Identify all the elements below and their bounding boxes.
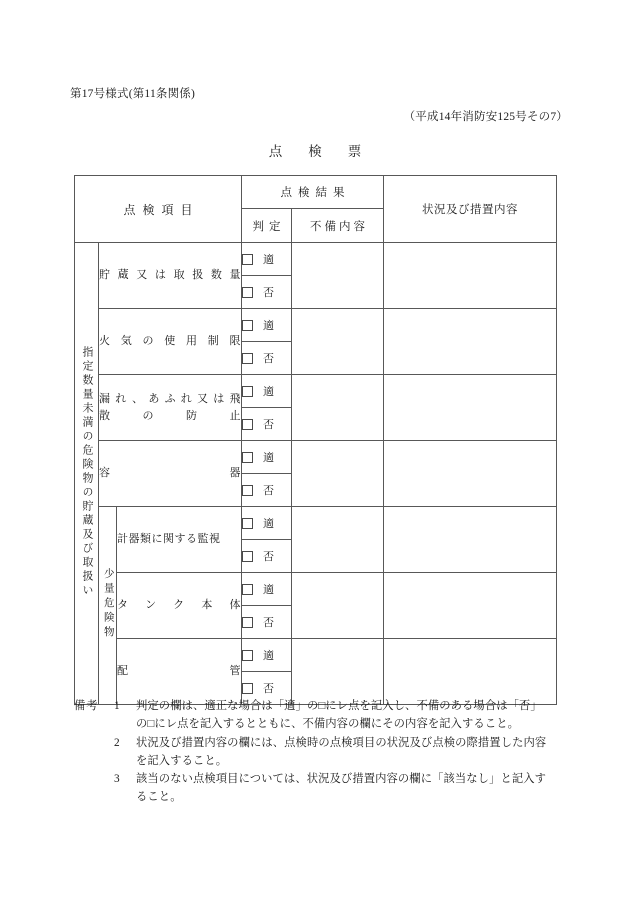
status-measures-cell[interactable] bbox=[384, 309, 557, 375]
table-row bbox=[75, 375, 557, 408]
table-row bbox=[75, 573, 557, 606]
checkbox-icon[interactable] bbox=[242, 353, 253, 364]
remarks-number: 3 bbox=[114, 773, 120, 786]
header-inspection-item: 点検項目 bbox=[75, 176, 242, 243]
form-number: 第17号様式(第11条関係) bbox=[70, 88, 196, 100]
judgement-fail-cell[interactable] bbox=[242, 408, 292, 441]
remarks-item-2 bbox=[114, 734, 564, 771]
remarks-text bbox=[136, 734, 564, 771]
checkbox-icon[interactable] bbox=[242, 584, 253, 595]
header-defect-detail: 不備内容 bbox=[292, 209, 384, 243]
checkbox-icon[interactable] bbox=[242, 452, 253, 463]
checkbox-icon[interactable] bbox=[242, 485, 253, 496]
item-name-cell bbox=[99, 243, 242, 309]
judgement-pass-label: 適 bbox=[263, 518, 275, 530]
table-row bbox=[75, 441, 557, 474]
judgement-fail-cell[interactable] bbox=[242, 276, 292, 309]
subcategory-label-cell bbox=[99, 507, 117, 705]
table-row bbox=[75, 243, 557, 276]
judgement-fail-label: 否 bbox=[263, 551, 275, 563]
checkbox-icon[interactable] bbox=[242, 386, 253, 397]
judgement-fail-label: 否 bbox=[263, 353, 275, 365]
subcategory-label: 少量危険物 bbox=[102, 567, 114, 641]
item-name-cell bbox=[99, 375, 242, 441]
remarks-number: 2 bbox=[114, 736, 120, 749]
judgement-pass-cell[interactable] bbox=[242, 507, 292, 540]
item-name-line1: 貯蔵又は取扱数量 bbox=[99, 269, 242, 282]
checkbox-icon[interactable] bbox=[242, 254, 253, 265]
remarks-item-1 bbox=[74, 697, 564, 734]
defect-detail-cell[interactable] bbox=[292, 375, 384, 441]
item-name-cell bbox=[99, 309, 242, 375]
revision-note: （平成14年消防安125号その7） bbox=[403, 111, 568, 123]
item-name-cell bbox=[117, 507, 242, 573]
checkbox-icon[interactable] bbox=[242, 518, 253, 529]
remarks-label: 備考 bbox=[74, 700, 99, 712]
judgement-pass-label: 適 bbox=[263, 254, 275, 266]
remarks-line: 判定の欄は、適正な場合は「適」の□にレ点を記入し、不備のある場合は「否」 bbox=[136, 700, 542, 712]
page-title: 点検票 bbox=[268, 144, 388, 159]
defect-detail-cell[interactable] bbox=[292, 309, 384, 375]
defect-detail-cell[interactable] bbox=[292, 441, 384, 507]
item-name-line2: 散の防止 bbox=[99, 409, 242, 422]
item-name-line1: 計器類に関する監視 bbox=[117, 533, 221, 546]
header-judgement: 判定 bbox=[242, 209, 292, 243]
judgement-pass-label: 適 bbox=[263, 320, 275, 332]
item-name-cell bbox=[99, 441, 242, 507]
item-name-line1: 火気の使用制限 bbox=[99, 335, 242, 348]
remarks-line: の□にレ点を記入するとともに、不備内容の欄にその内容を記入すること。 bbox=[136, 718, 520, 731]
status-measures-cell[interactable] bbox=[384, 573, 557, 639]
table-body bbox=[75, 243, 557, 705]
status-measures-cell[interactable] bbox=[384, 639, 557, 705]
table-row bbox=[75, 639, 557, 672]
checkbox-icon[interactable] bbox=[242, 617, 253, 628]
judgement-pass-label: 適 bbox=[263, 584, 275, 596]
judgement-pass-label: 適 bbox=[263, 386, 275, 398]
judgement-fail-label: 否 bbox=[263, 617, 275, 629]
judgement-fail-cell[interactable] bbox=[242, 342, 292, 375]
judgement-fail-label: 否 bbox=[263, 287, 275, 299]
defect-detail-cell[interactable] bbox=[292, 243, 384, 309]
defect-detail-cell[interactable] bbox=[292, 573, 384, 639]
table-row bbox=[75, 309, 557, 342]
status-measures-cell[interactable] bbox=[384, 243, 557, 309]
checkbox-icon[interactable] bbox=[242, 683, 253, 694]
checkbox-icon[interactable] bbox=[242, 287, 253, 298]
inspection-sheet-table bbox=[74, 175, 557, 705]
judgement-fail-cell[interactable] bbox=[242, 474, 292, 507]
remarks-section bbox=[74, 697, 564, 807]
item-name-cell bbox=[117, 573, 242, 639]
remarks-line: ること。 bbox=[136, 791, 182, 804]
item-name-line1: 漏れ、あふれ又は飛 bbox=[99, 393, 242, 405]
judgement-fail-label: 否 bbox=[263, 683, 275, 695]
checkbox-icon[interactable] bbox=[242, 419, 253, 430]
item-name-line1: 容器 bbox=[99, 467, 242, 480]
remarks-text bbox=[136, 697, 564, 734]
defect-detail-cell[interactable] bbox=[292, 507, 384, 573]
judgement-pass-cell[interactable] bbox=[242, 441, 292, 474]
checkbox-icon[interactable] bbox=[242, 650, 253, 661]
judgement-fail-label: 否 bbox=[263, 419, 275, 431]
item-name-line1: 配管 bbox=[117, 665, 242, 678]
remarks-number: 1 bbox=[114, 700, 120, 712]
checkbox-icon[interactable] bbox=[242, 320, 253, 331]
remarks-line: 該当のない点検項目については、状況及び措置内容の欄に「該当なし」と記入す bbox=[136, 773, 547, 786]
judgement-pass-cell[interactable] bbox=[242, 573, 292, 606]
judgement-pass-cell[interactable] bbox=[242, 375, 292, 408]
judgement-fail-cell[interactable] bbox=[242, 540, 292, 573]
header-inspection-result: 点検結果 bbox=[242, 176, 384, 209]
judgement-pass-label: 適 bbox=[263, 452, 275, 464]
item-name-line1: タンク本体 bbox=[117, 599, 242, 612]
judgement-pass-label: 適 bbox=[263, 650, 275, 662]
defect-detail-cell[interactable] bbox=[292, 639, 384, 705]
status-measures-cell[interactable] bbox=[384, 375, 557, 441]
item-name-cell bbox=[117, 639, 242, 705]
judgement-pass-cell[interactable] bbox=[242, 243, 292, 276]
status-measures-cell[interactable] bbox=[384, 507, 557, 573]
judgement-fail-label: 否 bbox=[263, 485, 275, 497]
checkbox-icon[interactable] bbox=[242, 551, 253, 562]
remarks-line: を記入すること。 bbox=[136, 754, 228, 767]
header-status-and-measures: 状況及び措置内容 bbox=[384, 176, 557, 243]
status-measures-cell[interactable] bbox=[384, 441, 557, 507]
category-label-cell bbox=[75, 243, 99, 705]
remarks-item-3 bbox=[114, 770, 564, 807]
judgement-pass-cell[interactable] bbox=[242, 639, 292, 672]
remarks-text bbox=[136, 770, 564, 807]
table-header-row-1 bbox=[75, 176, 557, 209]
category-label: 指定数量未満の危険物の貯蔵及び取扱い bbox=[81, 346, 93, 598]
remarks-line: 状況及び措置内容の欄には、点検時の点検項目の状況及び点検の際措置した内容 bbox=[136, 736, 547, 749]
judgement-pass-cell[interactable] bbox=[242, 309, 292, 342]
table-row bbox=[75, 507, 557, 540]
judgement-fail-cell[interactable] bbox=[242, 606, 292, 639]
